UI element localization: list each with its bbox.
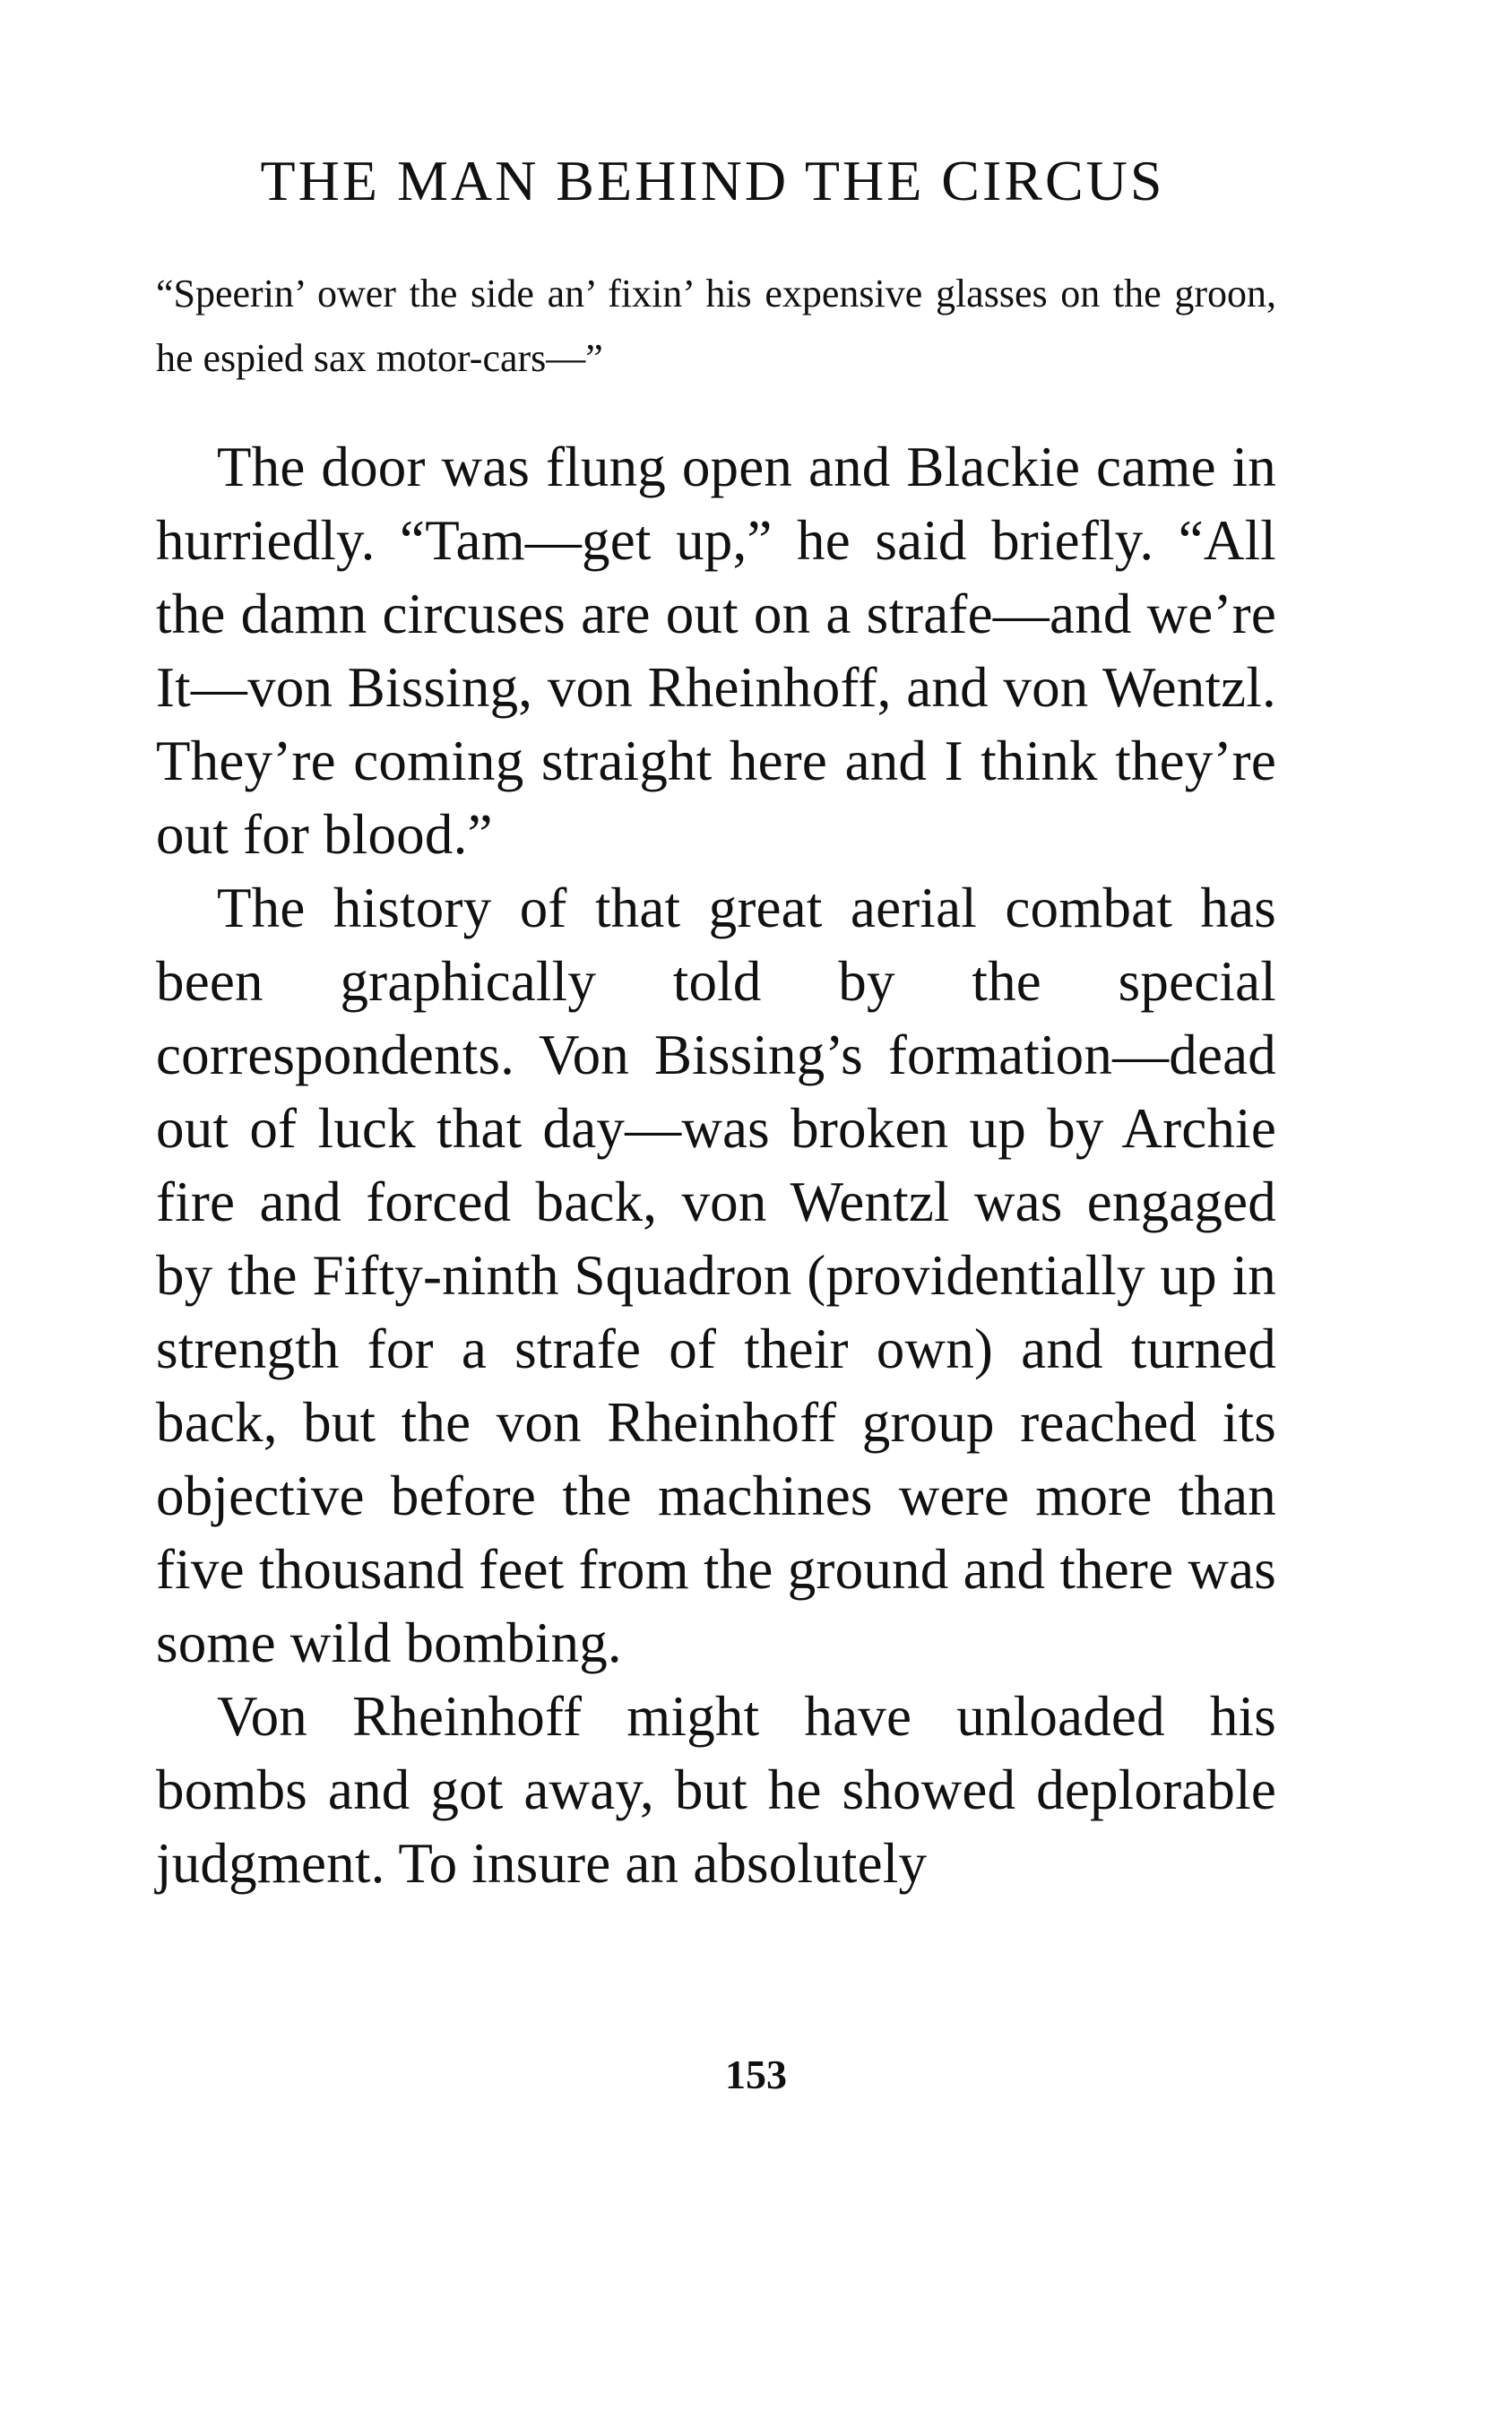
body-text	[156, 430, 1276, 1900]
page-number: 153	[725, 2052, 787, 2097]
epigraph-quote: “Speerin’ ower the side an’ fixin’ his expensive glasses on the groon, he espied sax motor-cars—”	[156, 272, 1276, 380]
paragraph-2: The history of that great aerial combat has been graphically told by the special correspondents. Von Bissing’s formation—dead out of luck that day—was broken up by Archie fire and forced back, von Wentzl was engaged by the Fifty-ninth Squadron (providentially up in strength for a strafe of their own) and turned back, but the von Rheinhoff group reached its objective before the machines were more than five thousand feet from the ground and there was some wild bombing.	[156, 877, 1276, 1674]
paragraph-3: Von Rheinhoff might have unloaded his bombs and got away, but he showed deplorable judgment. To insure an absolutely	[156, 1685, 1276, 1895]
running-head: THE MAN BEHIND THE CIRCUS	[260, 149, 1165, 212]
paragraph-1: The door was flung open and Blackie came in hurriedly. “Tam—get up,” he said briefly. “All the damn circuses are out on a strafe—and we’re It—von Bissing, von Rheinhoff, and von Wentzl. They’re coming straight here and I think they’re out for blood.”	[156, 436, 1276, 866]
